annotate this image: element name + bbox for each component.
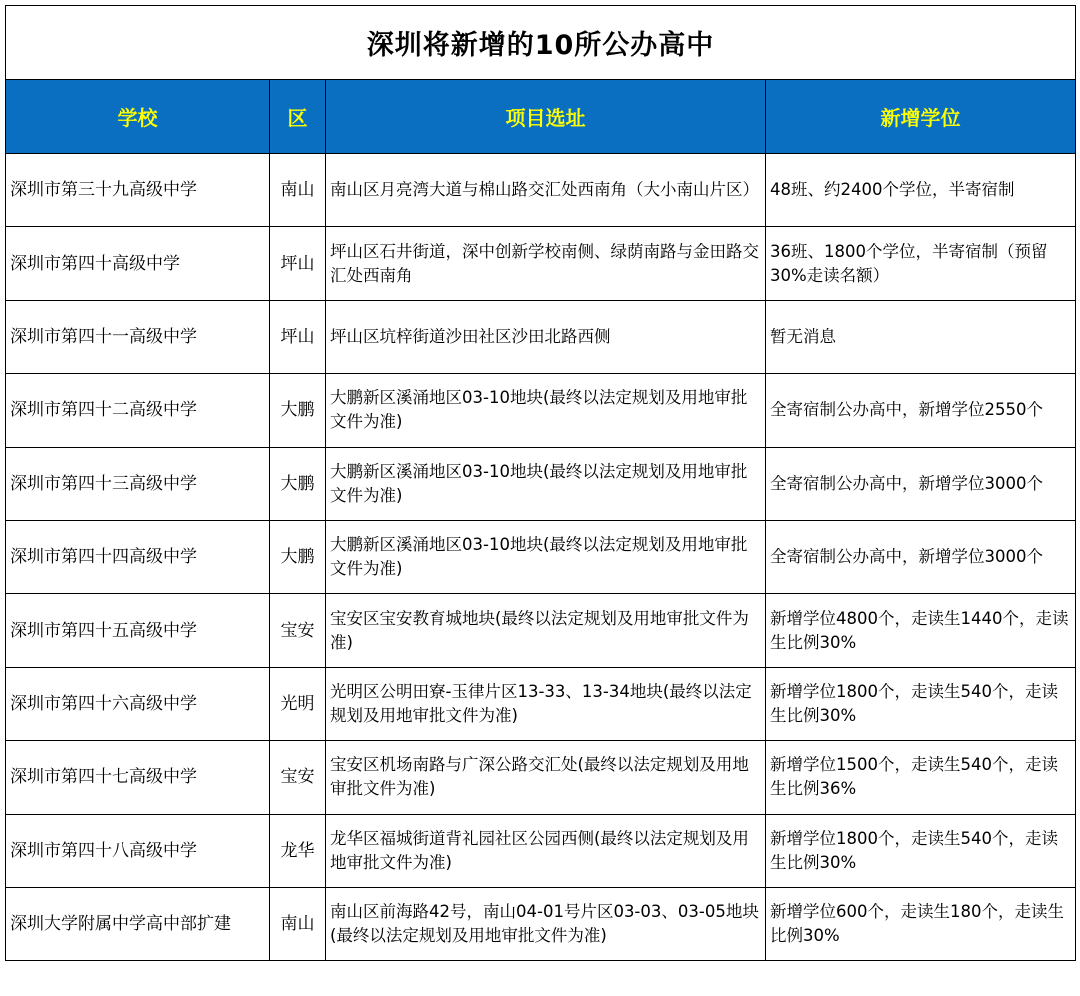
cell-district: 宝安 xyxy=(270,741,326,814)
cell-seats: 48班、约2400个学位，半寄宿制 xyxy=(766,154,1076,227)
cell-school: 深圳市第四十三高级中学 xyxy=(6,447,270,520)
cell-district: 南山 xyxy=(270,887,326,960)
table-row xyxy=(6,887,1076,960)
table-row xyxy=(6,374,1076,447)
header-seats: 新增学位 xyxy=(766,80,1076,154)
cell-school: 深圳市第四十二高级中学 xyxy=(6,374,270,447)
table-container xyxy=(5,5,1075,991)
cell-site: 大鹏新区溪涌地区03-10地块(最终以法定规划及用地审批文件为准) xyxy=(326,447,766,520)
cell-site: 宝安区宝安教育城地块(最终以法定规划及用地审批文件为准) xyxy=(326,594,766,667)
table-row xyxy=(6,154,1076,227)
cell-seats: 全寄宿制公办高中，新增学位3000个 xyxy=(766,520,1076,593)
cell-seats: 新增学位1800个，走读生540个，走读生比例30% xyxy=(766,667,1076,740)
cell-district: 南山 xyxy=(270,154,326,227)
table-row xyxy=(6,447,1076,520)
cell-seats: 全寄宿制公办高中，新增学位2550个 xyxy=(766,374,1076,447)
cell-district: 大鹏 xyxy=(270,520,326,593)
cell-site: 南山区前海路42号，南山04-01号片区03-03、03-05地块(最终以法定规划及用地审批文件为准) xyxy=(326,887,766,960)
table-row xyxy=(6,814,1076,887)
cell-site: 南山区月亮湾大道与棉山路交汇处西南角（大小南山片区） xyxy=(326,154,766,227)
cell-school: 深圳市第四十七高级中学 xyxy=(6,741,270,814)
page-title: 深圳将新增的10所公办高中 xyxy=(6,6,1076,80)
header-site: 项目选址 xyxy=(326,80,766,154)
header-district: 区 xyxy=(270,80,326,154)
table-row xyxy=(6,741,1076,814)
cell-seats: 新增学位1800个，走读生540个，走读生比例30% xyxy=(766,814,1076,887)
cell-seats: 暂无消息 xyxy=(766,300,1076,373)
cell-school: 深圳市第四十一高级中学 xyxy=(6,300,270,373)
table-row xyxy=(6,594,1076,667)
cell-site: 光明区公明田寮-玉律片区13-33、13-34地块(最终以法定规划及用地审批文件为准) xyxy=(326,667,766,740)
cell-school: 深圳市第三十九高级中学 xyxy=(6,154,270,227)
table-row xyxy=(6,520,1076,593)
cell-seats: 新增学位600个，走读生180个，走读生比例30% xyxy=(766,887,1076,960)
cell-seats: 全寄宿制公办高中，新增学位3000个 xyxy=(766,447,1076,520)
title-row xyxy=(6,6,1076,80)
cell-site: 龙华区福城街道背礼园社区公园西侧(最终以法定规划及用地审批文件为准) xyxy=(326,814,766,887)
cell-district: 坪山 xyxy=(270,227,326,300)
cell-site: 坪山区坑梓街道沙田社区沙田北路西侧 xyxy=(326,300,766,373)
schools-table xyxy=(5,5,1076,961)
table-row xyxy=(6,667,1076,740)
cell-district: 大鹏 xyxy=(270,447,326,520)
cell-school: 深圳市第四十高级中学 xyxy=(6,227,270,300)
cell-district: 坪山 xyxy=(270,300,326,373)
cell-district: 龙华 xyxy=(270,814,326,887)
header-row xyxy=(6,80,1076,154)
table-row xyxy=(6,227,1076,300)
cell-district: 宝安 xyxy=(270,594,326,667)
cell-seats: 36班、1800个学位，半寄宿制（预留30%走读名额） xyxy=(766,227,1076,300)
header-school: 学校 xyxy=(6,80,270,154)
cell-district: 光明 xyxy=(270,667,326,740)
cell-seats: 新增学位1500个，走读生540个，走读生比例36% xyxy=(766,741,1076,814)
cell-site: 宝安区机场南路与广深公路交汇处(最终以法定规划及用地审批文件为准) xyxy=(326,741,766,814)
cell-school: 深圳市第四十八高级中学 xyxy=(6,814,270,887)
table-row xyxy=(6,300,1076,373)
cell-site: 大鹏新区溪涌地区03-10地块(最终以法定规划及用地审批文件为准) xyxy=(326,374,766,447)
cell-school: 深圳市第四十六高级中学 xyxy=(6,667,270,740)
cell-seats: 新增学位4800个，走读生1440个，走读生比例30% xyxy=(766,594,1076,667)
cell-site: 坪山区石井街道，深中创新学校南侧、绿荫南路与金田路交汇处西南角 xyxy=(326,227,766,300)
cell-school: 深圳市第四十四高级中学 xyxy=(6,520,270,593)
cell-site: 大鹏新区溪涌地区03-10地块(最终以法定规划及用地审批文件为准) xyxy=(326,520,766,593)
cell-district: 大鹏 xyxy=(270,374,326,447)
cell-school: 深圳大学附属中学高中部扩建 xyxy=(6,887,270,960)
cell-school: 深圳市第四十五高级中学 xyxy=(6,594,270,667)
